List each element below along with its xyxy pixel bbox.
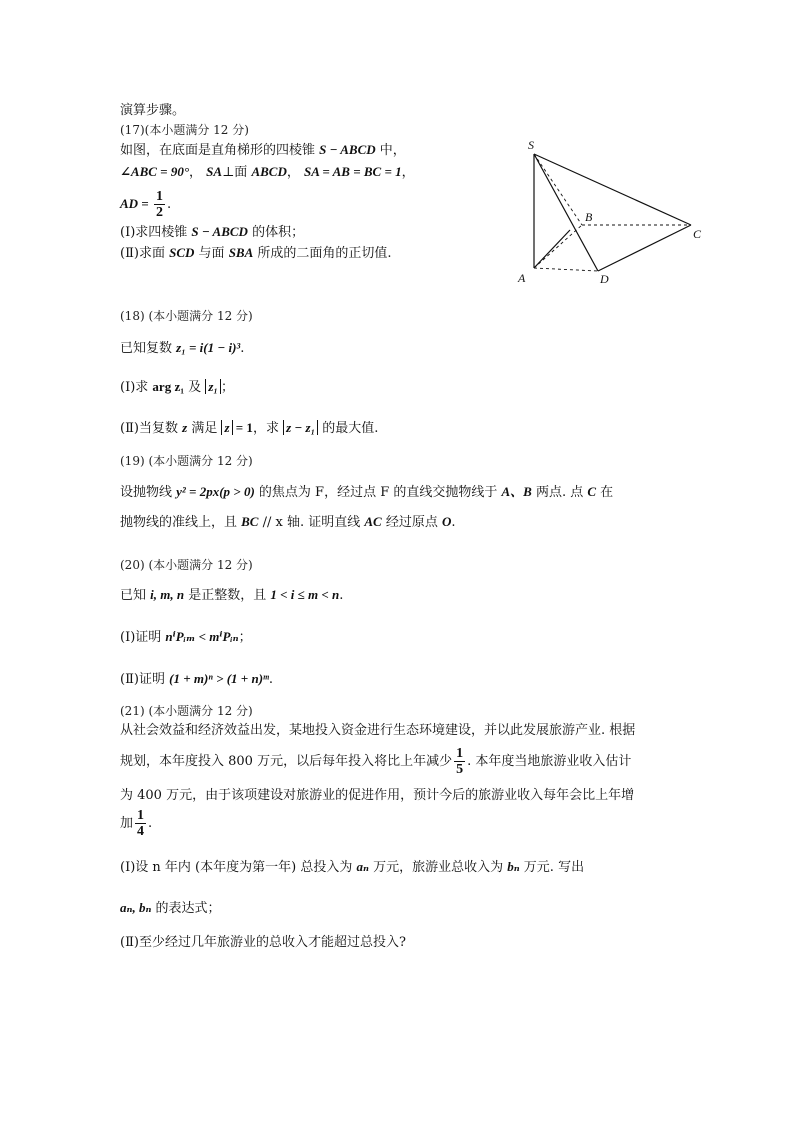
pyramid-expr: S − ABCD bbox=[319, 142, 376, 157]
q17-line3: AD = $\frac{1}{2}$ . bbox=[120, 189, 172, 220]
q21-line2: 规划，本年度投入 800 万元，以后每年投入将比上年减少 $\frac{1}{5}$ . 本年度当地旅游业收入估计 bbox=[120, 746, 632, 777]
q18-part1: (Ⅰ)求 arg z₁ 及 z₁ ； bbox=[120, 379, 234, 395]
q17-part2: (Ⅱ)求面 SCD 与面 SBA 所成的二面角的正切值. bbox=[120, 245, 392, 261]
q18-part2: (Ⅱ)当复数 z 满足 z = 1，求 z − z₁ 的最大值. bbox=[120, 420, 379, 436]
label-b: B bbox=[585, 210, 593, 224]
q20-header: (20) (本小题满分 12 分) bbox=[120, 558, 253, 572]
q20-part2: (Ⅱ)证明 (1 + m)ⁿ > (1 + n)ᵐ. bbox=[120, 671, 274, 687]
q18-header: (18) (本小题满分 12 分) bbox=[120, 309, 253, 323]
q19-line2: 抛物线的准线上，且 BC // x 轴. 证明直线 AC 经过原点 O. bbox=[120, 514, 456, 530]
q21-header: (21) (本小题满分 12 分) bbox=[120, 704, 253, 718]
label-s: S bbox=[528, 138, 534, 152]
label-a: A bbox=[518, 271, 526, 285]
q19-line1: 设抛物线 y² = 2px(p > 0) 的焦点为 F，经过点 F 的直线交抛物线于 A、B 两点. 点 C 在 bbox=[120, 484, 614, 500]
q17-header: (17)(本小题满分 12 分) bbox=[120, 123, 249, 137]
q17-line1: 如图，在底面是直角梯形的四棱锥 S − ABCD 中， bbox=[120, 142, 406, 158]
q21-line1: 从社会效益和经济效益出发，某地投入资金进行生态环境建设，并以此发展旅游产业. 根据 bbox=[120, 723, 636, 738]
fraction-one-fourth: $\frac{1}{4}$ bbox=[137, 808, 145, 839]
label-d: D bbox=[600, 272, 609, 286]
q20-part1: (Ⅰ)证明 nⁱPᵢₘ < mⁱPᵢₙ； bbox=[120, 629, 252, 645]
fraction-one-fifth: $\frac{1}{5}$ bbox=[456, 746, 464, 777]
label-c: C bbox=[693, 227, 702, 241]
q21-part2: (Ⅱ)至少经过几年旅游业的总收入才能超过总投入? bbox=[120, 935, 406, 950]
q21-line4: 加 $\frac{1}{4}$ . bbox=[120, 808, 153, 839]
fraction-half: $\frac{1}{2}$ bbox=[155, 189, 163, 220]
intro-line: 演算步骤。 bbox=[120, 103, 186, 118]
q19-header: (19) (本小题满分 12 分) bbox=[120, 454, 253, 468]
q18-line1: 已知复数 z₁ = i(1 − i)³. bbox=[120, 340, 245, 356]
q21-part1-cont: aₙ, bₙ 的表达式； bbox=[120, 900, 221, 916]
q21-part1: (Ⅰ)设 n 年内 (本年度为第一年) 总投入为 aₙ 万元，旅游业总收入为 bₙ 万元. 写出 bbox=[120, 859, 585, 875]
pyramid-figure bbox=[510, 135, 720, 290]
q17-part1: (Ⅰ)求四棱锥 S − ABCD 的体积； bbox=[120, 224, 305, 240]
q20-line1: 已知 i, m, n 是正整数，且 1 < i ≤ m < n. bbox=[120, 587, 344, 603]
q17-line2: ∠ABC = 90°， SA⊥面 ABCD， SA = AB = BC = 1， bbox=[120, 164, 415, 180]
q21-line3: 为 400 万元，由于该项建设对旅游业的促进作用，预计今后的旅游业收入每年会比上年增 bbox=[120, 788, 635, 803]
